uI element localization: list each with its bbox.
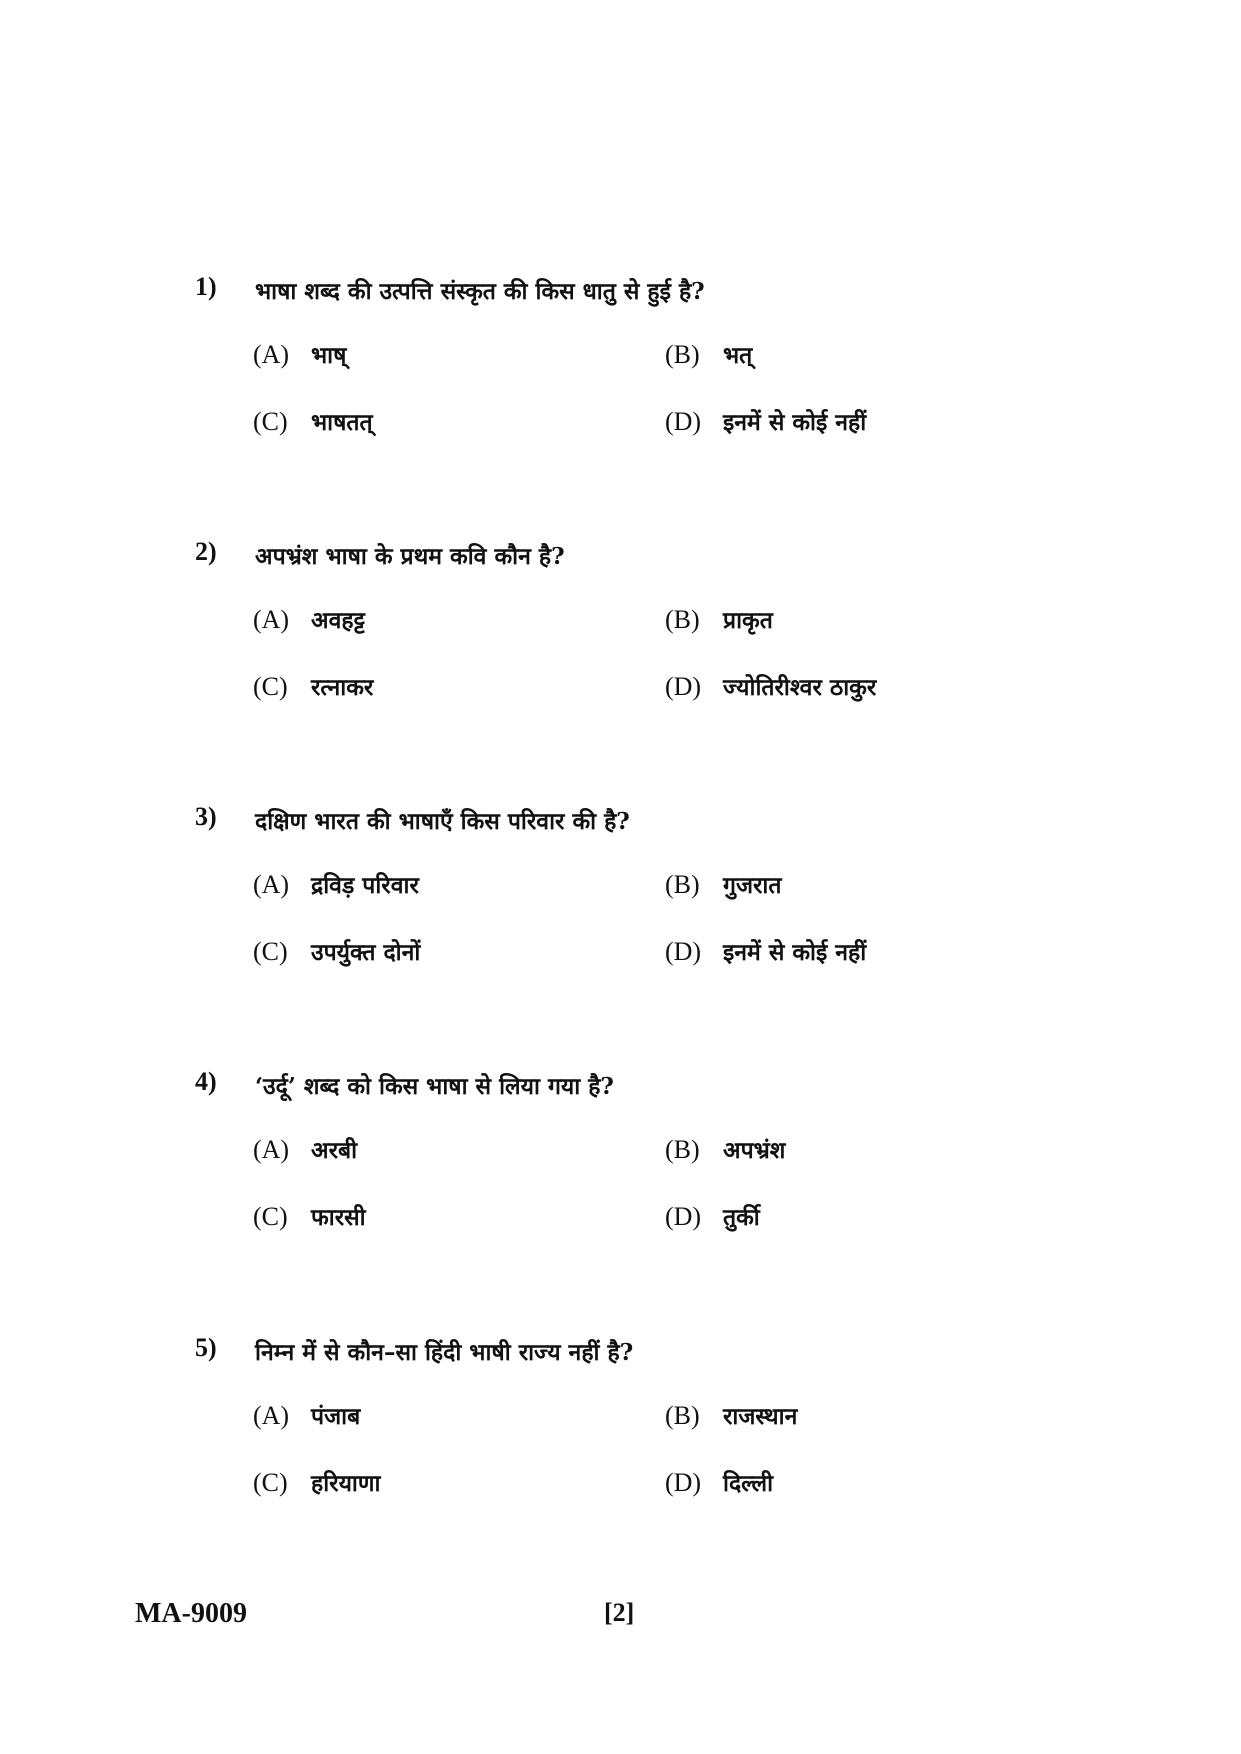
- option-text: भत्: [723, 342, 753, 369]
- option-letter: (A): [253, 1401, 290, 1430]
- option-b: [665, 603, 773, 635]
- option-text: द्रविड़ परिवार: [311, 872, 419, 899]
- option-letter: (B): [665, 1135, 700, 1164]
- option-letter: (C): [253, 1468, 288, 1497]
- option-a: [253, 603, 365, 635]
- option-text: पंजाब: [311, 1403, 361, 1430]
- option-c: [253, 405, 373, 437]
- option-letter: (A): [253, 870, 290, 899]
- option-b: [665, 338, 752, 370]
- option-b: [665, 1133, 785, 1165]
- option-letter: (D): [665, 672, 702, 701]
- option-text: अपभ्रंश: [723, 1137, 786, 1164]
- question-3: [195, 802, 1015, 966]
- question-text: दक्षिण भारत की भाषाएँ किस परिवार की है?: [255, 808, 630, 835]
- option-letter: (A): [253, 1135, 290, 1164]
- paper-code: MA-9009: [135, 1598, 247, 1629]
- question-text: निम्न में से कौन–सा हिंदी भाषी राज्य नहीं है?: [255, 1339, 634, 1366]
- question-number: 5): [195, 1333, 217, 1362]
- question-number: 3): [195, 802, 217, 831]
- option-c: [253, 670, 373, 702]
- option-letter: (B): [665, 605, 700, 634]
- option-letter: (B): [665, 1401, 700, 1430]
- option-text: अरबी: [311, 1137, 358, 1164]
- option-letter: (B): [665, 870, 700, 899]
- option-letter: (C): [253, 407, 288, 436]
- question-text: ‘उर्दू’ शब्द को किस भाषा से लिया गया है?: [255, 1073, 614, 1100]
- question-2: [195, 537, 1015, 701]
- option-letter: (C): [253, 672, 288, 701]
- option-text: भाषतत्: [311, 409, 373, 436]
- option-text: फारसी: [311, 1204, 366, 1231]
- option-letter: (D): [665, 407, 702, 436]
- option-letter: (A): [253, 605, 290, 634]
- option-letter: (C): [253, 1202, 288, 1231]
- option-d: [665, 1466, 773, 1498]
- option-letter: (D): [665, 937, 702, 966]
- option-c: [253, 1200, 366, 1232]
- option-b: [665, 868, 782, 900]
- option-text: रत्नाकर: [311, 674, 374, 701]
- option-c: [253, 1466, 380, 1498]
- question-1: [195, 272, 1015, 436]
- option-a: [253, 338, 346, 370]
- option-letter: (A): [253, 340, 290, 369]
- option-letter: (B): [665, 340, 700, 369]
- option-text: प्राकृत: [723, 607, 773, 634]
- option-a: [253, 868, 419, 900]
- option-text: इनमें से कोई नहीं: [723, 409, 867, 436]
- option-text: हरियाणा: [311, 1470, 381, 1497]
- question-text: भाषा शब्द की उत्पत्ति संस्कृत की किस धातु से हुई है?: [255, 278, 705, 305]
- option-text: गुजरात: [723, 872, 782, 899]
- option-letter: (C): [253, 937, 288, 966]
- option-d: [665, 935, 866, 967]
- question-text: अपभ्रंश भाषा के प्रथम कवि कौन है?: [255, 543, 565, 570]
- option-d: [665, 670, 876, 702]
- option-letter: (D): [665, 1468, 702, 1497]
- question-number: 4): [195, 1067, 217, 1096]
- option-a: [253, 1399, 360, 1431]
- option-text: उपर्युक्त दोनों: [311, 939, 421, 966]
- option-text: भाष्: [311, 342, 347, 369]
- option-text: राजस्थान: [723, 1403, 798, 1430]
- question-4: [195, 1067, 1015, 1231]
- option-text: दिल्ली: [723, 1470, 774, 1497]
- question-5: [195, 1333, 1015, 1497]
- option-letter: (D): [665, 1202, 702, 1231]
- option-d: [665, 1200, 760, 1232]
- option-text: तुर्की: [723, 1204, 760, 1231]
- question-number: 1): [195, 272, 217, 301]
- option-b: [665, 1399, 797, 1431]
- option-text: इनमें से कोई नहीं: [723, 939, 867, 966]
- option-a: [253, 1133, 357, 1165]
- option-c: [253, 935, 420, 967]
- question-number: 2): [195, 537, 217, 566]
- option-text: अवहट्ट: [311, 607, 365, 634]
- option-d: [665, 405, 866, 437]
- option-text: ज्योतिरीश्वर ठाकुर: [723, 674, 877, 701]
- page-number: [2]: [604, 1598, 635, 1627]
